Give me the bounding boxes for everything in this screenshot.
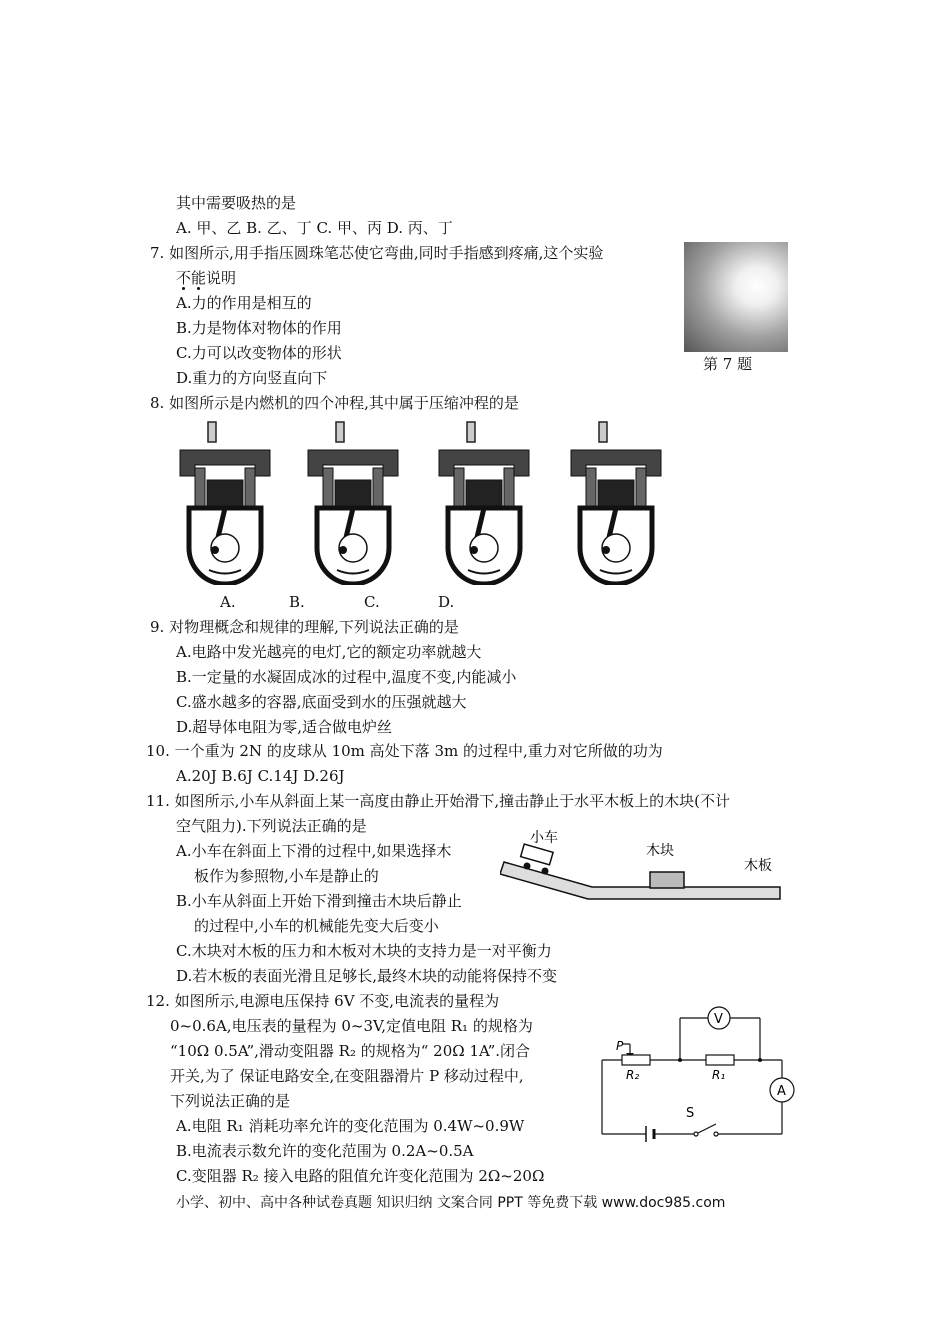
engine-label-c: C.: [364, 593, 380, 611]
q11-ramp-figure: [500, 822, 790, 907]
label-block: 木块: [646, 843, 674, 859]
engine-d-icon: [571, 422, 661, 584]
switch-icon: [694, 1124, 718, 1136]
q12-line1: 12. 如图所示,电源电压保持 6V 不变,电流表的量程为: [146, 992, 500, 1010]
q11-stem: 11. 如图所示,小车从斜面上某一高度由静止开始滑下,撞击静止于水平木板上的木块(不计: [146, 792, 731, 810]
label-board: 木板: [744, 858, 772, 874]
engine-label-b: B.: [289, 593, 305, 611]
wood-block-icon: [650, 872, 684, 888]
q12-option-b: B.电流表示数允许的变化范围为 0.2A~0.5A: [176, 1142, 474, 1160]
battery-icon: [646, 1126, 658, 1142]
q7-stem: 7. 如图所示,用手指压圆珠笔芯使它弯曲,同时手指感到疼痛,这个实验: [150, 244, 604, 262]
q12-circuit-figure: [596, 1000, 796, 1145]
q11-option-a1: A.小车在斜面上下滑的过程中,如果选择木: [176, 842, 452, 860]
label-cart: 小车: [530, 830, 558, 846]
q11-option-d: D.若木板的表面光滑且足够长,最终木块的动能将保持不变: [176, 967, 558, 985]
q8-engine-figure: [170, 420, 670, 585]
ammeter-label: A: [777, 1084, 786, 1099]
q12-option-c: C.变阻器 R₂ 接入电路的阻值允许变化范围为 2Ω~20Ω: [176, 1167, 545, 1185]
q11-option-c: C.木块对木板的压力和木板对木块的支持力是一对平衡力: [176, 942, 552, 960]
emphasis-dot: [182, 287, 185, 290]
q9-option-a: A.电路中发光越亮的电灯,它的额定功率就越大: [176, 643, 482, 661]
q11-option-a2: 板作为参照物,小车是静止的: [194, 867, 379, 885]
engine-a-icon: [180, 422, 270, 584]
q7-option-c: C.力可以改变物体的形状: [176, 344, 342, 362]
q12-line4: 开关,为了 保证电路安全,在变阻器滑片 P 移动过程中,: [170, 1067, 524, 1085]
engine-c-icon: [439, 422, 529, 584]
q7-caption: 第 7 题: [703, 355, 753, 373]
q7-stem2: 不能说明: [176, 269, 237, 287]
rheostat-r2-icon: [622, 1055, 650, 1065]
q11-option-b1: B.小车从斜面上开始下滑到撞击木块后静止: [176, 892, 462, 910]
r1-label: R₁: [712, 1068, 726, 1082]
q10-options: A.20J B.6J C.14J D.26J: [176, 767, 345, 785]
q9-option-b: B.一定量的水凝固成冰的过程中,温度不变,内能减小: [176, 668, 517, 686]
q12-line2: 0~0.6A,电压表的量程为 0~3V,定值电阻 R₁ 的规格为: [170, 1017, 533, 1035]
voltmeter-label: V: [714, 1012, 723, 1027]
q7-option-d: D.重力的方向竖直向下: [176, 369, 328, 387]
q9-stem: 9. 对物理概念和规律的理解,下列说法正确的是: [150, 618, 459, 636]
engine-label-a: A.: [220, 593, 236, 611]
q12-line3: “10Ω 0.5A”,滑动变阻器 R₂ 的规格为“ 20Ω 1A”.闭合: [170, 1042, 531, 1060]
q7-option-b: B.力是物体对物体的作用: [176, 319, 342, 337]
q6-tail: 其中需要吸热的是: [176, 194, 297, 212]
q9-option-c: C.盛水越多的容器,底面受到水的压强就越大: [176, 693, 467, 711]
q10-stem: 10. 一个重为 2N 的皮球从 10m 高处下落 3m 的过程中,重力对它所做的功为: [146, 742, 663, 760]
emphasis-dot: [197, 287, 200, 290]
r2-label: R₂: [626, 1068, 640, 1082]
q11-option-b2: 的过程中,小车的机械能先变大后变小: [194, 917, 439, 935]
q12-option-a: A.电阻 R₁ 消耗功率允许的变化范围为 0.4W~0.9W: [176, 1117, 525, 1135]
engine-b-icon: [308, 422, 398, 584]
slider-p-label: P: [616, 1039, 624, 1053]
footer-text: 小学、初中、高中各种试卷真题 知识归纳 文案合同 PPT 等免费下载 www.doc985.com: [176, 1195, 726, 1211]
q12-line5: 下列说法正确的是: [170, 1092, 291, 1110]
q11-stem2: 空气阻力).下列说法正确的是: [176, 817, 367, 835]
q6-options: A. 甲、乙 B. 乙、丁 C. 甲、丙 D. 丙、丁: [176, 219, 453, 237]
q9-option-d: D.超导体电阻为零,适合做电炉丝: [176, 718, 393, 736]
q8-stem: 8. 如图所示是内燃机的四个冲程,其中属于压缩冲程的是: [150, 394, 519, 412]
switch-s-label: S: [686, 1106, 695, 1121]
q7-option-a: A.力的作用是相互的: [176, 294, 312, 312]
resistor-r1-icon: [706, 1055, 734, 1065]
q7-photo: [684, 242, 788, 352]
engine-label-d: D.: [438, 593, 455, 611]
